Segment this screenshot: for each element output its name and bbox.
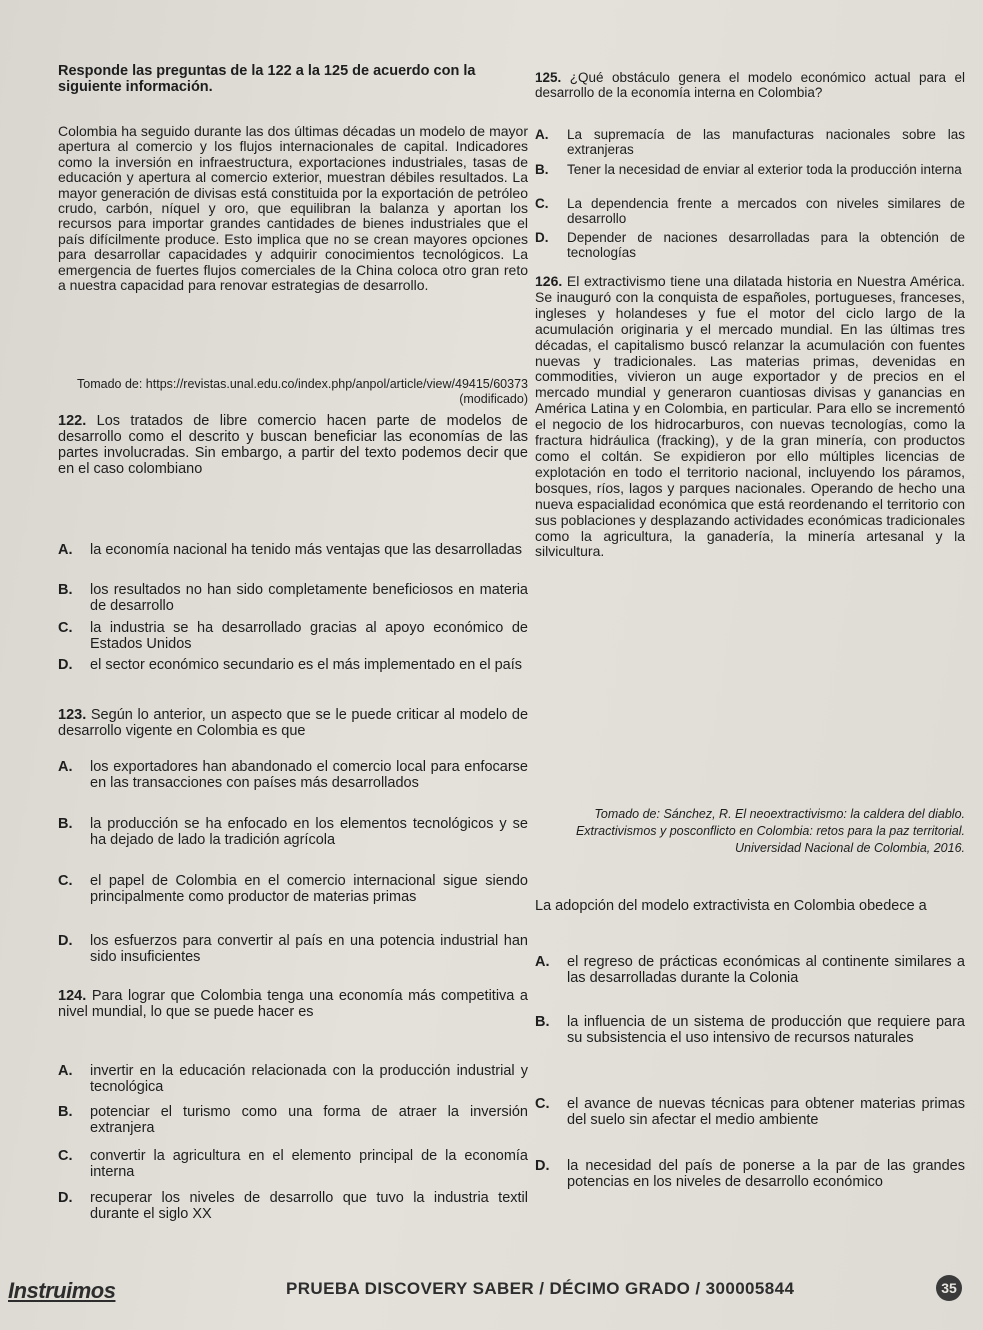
question-125-stem [535,70,965,100]
option-letter: B. [58,582,73,598]
option-126-a[interactable] [535,954,965,986]
option-123-d[interactable] [58,933,528,965]
question-text: Los tratados de libre comercio hacen parte de modelos de desarrollo como el descrito y buscan beneficiar las economías de las partes involucradas. Sin embargo, a partir del texto podemos decir que en el caso colombiano [58,413,528,477]
option-text: los resultados no han sido completamente beneficiosos en materia de desarrollo [90,582,528,614]
option-text: los esfuerzos para convertir al país en una potencia industrial han sido insuficientes [90,933,528,965]
option-letter: D. [535,230,549,245]
question-126-source: Tomado de: Sánchez, R. El neoextractivismo: la caldera del diablo. Extractivismos y posconflicto en Colombia: retos para la paz territorial. Universidad Nacional de Colombia, 2016. [575,807,965,855]
option-letter: C. [535,1096,550,1112]
page-number: 35 [936,1275,962,1301]
option-letter: B. [58,1104,73,1120]
option-letter: C. [535,196,549,211]
option-text: La supremacía de las manufacturas nacionales sobre las extranjeras [567,127,965,157]
option-letter: B. [535,162,549,177]
option-125-b[interactable] [535,162,965,177]
option-letter: B. [535,1014,550,1030]
option-text: la producción se ha enfocado en los elementos tecnológicos y se ha dejado de lado la tradición agrícola [90,816,528,848]
option-122-c[interactable] [58,620,528,652]
option-letter: D. [58,657,73,673]
question-number: 125. [535,70,562,85]
page-footer [0,1272,983,1312]
option-123-b[interactable] [58,816,528,848]
option-text: Tener la necesidad de enviar al exterior toda la producción interna [567,162,962,177]
option-124-b[interactable] [58,1104,528,1136]
option-125-c[interactable] [535,196,965,226]
option-123-c[interactable] [58,873,528,905]
option-letter: A. [535,954,550,970]
option-124-a[interactable] [58,1063,528,1095]
intro-heading: Responde las preguntas de la 122 a la 125 de acuerdo con la siguiente información. [58,63,476,95]
passage-text: El extractivismo tiene una dilatada historia en Nuestra América. Se inauguró con la conquista de españoles, portugueses, franceses, ingleses y holandeses y fue el motor del ciclo largo de la acumulación originaria y el mercado mundial. En las últimas tres décadas, el capitalismo buscó relanzar la acumulación con fuentes nuevas y tradicionales. Las materias primas, devenidas en commodities, vivieron un auge exportador y de precios en el mercado mundial y generaron cuantiosas divisas y ganancias en América Latina y en Colombia, en particular. Para ello se incrementó el negocio de los hidrocarburos, con nuevas tecnologías, como la fractura hidráulica (fracking), y de la gran minería, con productos como el coltán. Se expidieron por ello múltiples licencias de explotación en todo el territorio nacional, incluyendo los páramos, bosques, ríos, lagos y parques nacionales. Operando de hecho una nueva espacialidad económica que está reordenando el territorio con sus poblaciones y desplazando actividades económicas tradicionales como la agricultura, la ganadería, la minería artesanal y la silvicultura. [535,273,965,560]
option-text: recuperar los niveles de desarrollo que tuvo la industria textil durante el siglo XX [90,1190,528,1222]
question-number: 122. [58,413,87,429]
option-text: el papel de Colombia en el comercio internacional sigue siendo principalmente como productor de materias primas [90,873,528,905]
option-text: la necesidad del país de ponerse a la par de las grandes potencias en los niveles de desarrollo económico [567,1158,965,1190]
option-124-c[interactable] [58,1148,528,1180]
option-text: potenciar el turismo como una forma de atraer la inversión extranjera [90,1104,528,1136]
question-126-stem: La adopción del modelo extractivista en Colombia obedece a [535,898,927,914]
option-text: el regreso de prácticas económicas al continente similares a las desarrolladas durante la Colonia [567,954,965,986]
option-text: convertir la agricultura en el elemento principal de la economía interna [90,1148,528,1180]
option-text: la industria se ha desarrollado gracias al apoyo económico de Estados Unidos [90,620,528,652]
option-text: invertir en la educación relacionada con la producción industrial y tecnológica [90,1063,528,1095]
question-number: 126. [535,273,563,289]
option-text: el avance de nuevas técnicas para obtener materias primas del suelo sin afectar el medio ambiente [567,1096,965,1128]
intro-text: Colombia ha seguido durante las dos últimas décadas un modelo de mayor apertura al comercio y los flujos internacionales de capital. Indicadores como la inversión en infraestructura, exportaciones industriales, tasas de educación y apertura al comercio exterior, muestran débiles resultados. La mayor generación de divisas está constituida por la exportación de petróleo crudo, carbón, níquel y oro, que equilibran la balanza y aportan los recursos para importar grandes cantidades de bienes industriales que el país difícilmente produce. Esto implica que no se crean mayores opciones para desarrollar capacidades y adquirir conocimientos tecnológicos. La emergencia de fuertes flujos comerciales de la China coloca otro gran reto a nuestra capacidad para renovar estrategias de desarrollo. [58,123,528,294]
question-text: ¿Qué obstáculo genera el modelo económico actual para el desarrollo de la economía interna en Colombia? [535,70,965,100]
option-122-a[interactable] [58,542,528,558]
option-123-a[interactable] [58,759,528,791]
option-122-b[interactable] [58,582,528,614]
exam-title: PRUEBA DISCOVERY SABER / DÉCIMO GRADO / 300005844 [286,1279,795,1298]
option-text: la economía nacional ha tenido más ventajas que las desarrolladas [90,542,523,558]
option-126-c[interactable] [535,1096,965,1128]
question-number: 124. [58,988,87,1004]
option-letter: D. [58,1190,73,1206]
question-number: 123. [58,707,87,723]
option-letter: A. [58,542,73,558]
option-125-a[interactable] [535,127,965,157]
option-126-d[interactable] [535,1158,965,1190]
question-text: Para lograr que Colombia tenga una economía más competitiva a nivel mundial, lo que se puede hacer es [58,988,528,1020]
option-text: Depender de naciones desarrolladas para la obtención de tecnologías [567,230,965,260]
question-122-stem [58,413,528,477]
option-text: los exportadores han abandonado el comercio local para enfocarse en las transacciones con países más desarrollados [90,759,528,791]
option-letter: A. [535,127,549,142]
option-letter: C. [58,620,73,636]
option-text: la influencia de un sistema de producción que requiere para su subsistencia el uso intensivo de recursos naturales [567,1014,965,1046]
option-124-d[interactable] [58,1190,528,1222]
option-text: el sector económico secundario es el más implementado en el país [90,657,523,673]
question-126-passage [535,274,965,560]
option-text: La dependencia frente a mercados con niveles similares de desarrollo [567,196,965,226]
option-letter: D. [58,933,73,949]
question-124-stem [58,988,528,1020]
option-letter: B. [58,816,73,832]
option-letter: A. [58,1063,73,1079]
question-text: Según lo anterior, un aspecto que se le puede criticar al modelo de desarrollo vigente en Colombia es que [58,707,529,739]
brand-logo: Instruimos [8,1278,116,1303]
question-123-stem [58,707,528,739]
option-126-b[interactable] [535,1014,965,1046]
intro-source: Tomado de: https://revistas.unal.edu.co/index.php/anpol/article/view/49415/60373 (modificado) [77,377,528,406]
option-letter: C. [58,873,73,889]
option-125-d[interactable] [535,230,965,260]
option-letter: A. [58,759,73,775]
option-letter: C. [58,1148,73,1164]
option-122-d[interactable] [58,657,528,673]
option-letter: D. [535,1158,550,1174]
